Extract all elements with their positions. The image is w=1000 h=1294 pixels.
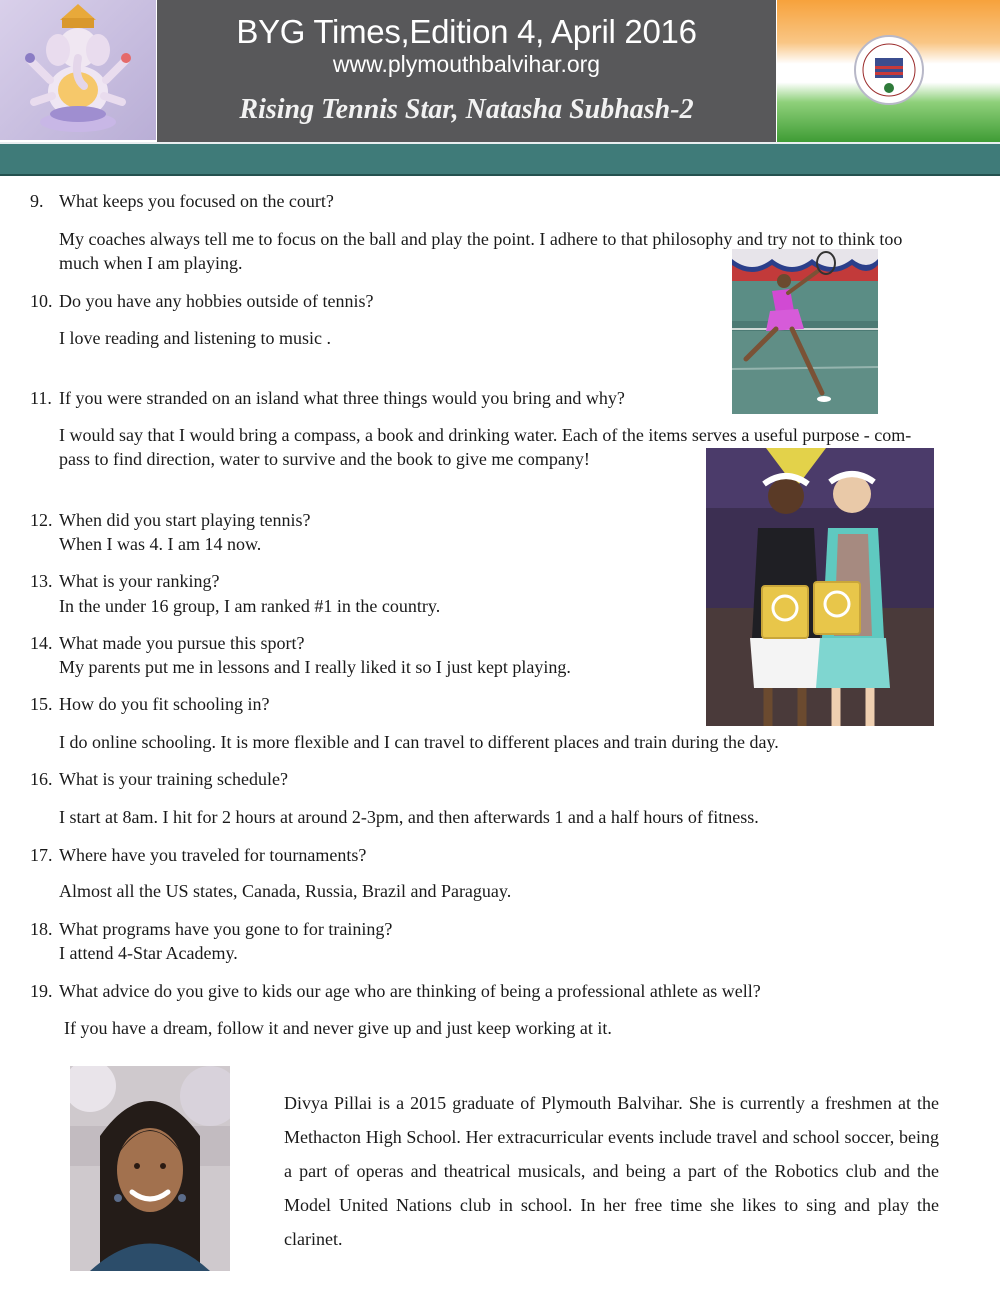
answer-17: Almost all the US states, Canada, Russia, Brazil and Paraguay. [59, 881, 512, 901]
answer-16: I start at 8am. I hit for 2 hours at around 2-3pm, and then afterwards 1 and a half hours of fitness. [59, 807, 759, 827]
author-bio: Divya Pillai is a 2015 graduate of Plymouth Balvihar. She is currently a freshmen at the Methacton High School. Her extracurricular events include travel and school soccer, being a part of operas and theatrical musicals, and being a part of the Robotics club and the Model United Nations club in school. In her free time she likes to sing and play the clarinet. [284, 1093, 939, 1249]
question-text: What advice do you give to kids our age who are thinking of being a professional athlete as well? [59, 981, 761, 1001]
masthead [157, 0, 776, 142]
question-text: What programs have you gone to for training? [59, 919, 393, 939]
question-number: 10. [30, 291, 53, 311]
question-text: What is your training schedule? [59, 769, 288, 789]
answer-11-line-1: I would say that I would bring a compass, a book and drinking water. Each of the items serves a useful purpose - com- [59, 425, 912, 445]
answer-15: I do online schooling. It is more flexible and I can travel to different places and train during the day. [59, 732, 779, 752]
question-text: Do you have any hobbies outside of tennis? [59, 291, 374, 311]
question-number: 17. [30, 845, 53, 865]
two-players-with-trophies-icon [706, 448, 934, 726]
question-text: What made you pursue this sport? [59, 633, 305, 653]
flag-banner [777, 0, 1000, 142]
tennis-player-icon [732, 249, 878, 414]
answer-11-line-2: pass to find direction, water to survive and the book to give me company! [59, 449, 590, 469]
portrait-icon [70, 1066, 230, 1271]
question-number: 11. [30, 388, 52, 408]
tennis-action-photo [732, 249, 878, 414]
answer-9-line-2: much when I am playing. [59, 253, 243, 273]
answer-18: I attend 4-Star Academy. [59, 943, 238, 963]
question-number: 19. [30, 981, 53, 1001]
question-number: 15. [30, 694, 53, 714]
question-number: 12. [30, 510, 53, 530]
answer-9-line-1: My coaches always tell me to focus on the ball and play the point. I adhere to that philosophy and try not to think too [59, 229, 903, 249]
question-text: When did you start playing tennis? [59, 510, 311, 530]
website-link[interactable]: www.plymouthbalvihar.org [332, 51, 601, 77]
trophy-photo [706, 448, 934, 726]
question-number: 14. [30, 633, 53, 653]
newsletter-title: BYG Times,Edition 4, April 2016 [236, 13, 697, 50]
ganesha-icon [0, 0, 156, 140]
question-text: What keeps you focused on the court? [59, 191, 334, 211]
question-text: If you were stranded on an island what three things would you bring and why? [59, 388, 625, 408]
article-title: Rising Tennis Star, Natasha Subhash-2 [239, 94, 694, 125]
question-number: 9. [30, 191, 44, 211]
author-portrait [70, 1066, 230, 1271]
question-text: Where have you traveled for tournaments? [59, 845, 367, 865]
answer-10: I love reading and listening to music . [59, 328, 331, 348]
answer-13: In the under 16 group, I am ranked #1 in the country. [59, 596, 441, 616]
answer-19: If you have a dream, follow it and never give up and just keep working at it. [64, 1018, 612, 1038]
header-divider-bar [0, 142, 1000, 176]
answer-12: When I was 4. I am 14 now. [59, 534, 262, 554]
question-number: 16. [30, 769, 53, 789]
question-text: How do you fit schooling in? [59, 694, 270, 714]
seal-icon [777, 0, 1000, 142]
answer-14: My parents put me in lessons and I really liked it so I just kept playing. [59, 657, 571, 677]
question-number: 18. [30, 919, 53, 939]
ganesha-logo [0, 0, 158, 140]
question-number: 13. [30, 571, 53, 591]
question-text: What is your ranking? [59, 571, 220, 591]
